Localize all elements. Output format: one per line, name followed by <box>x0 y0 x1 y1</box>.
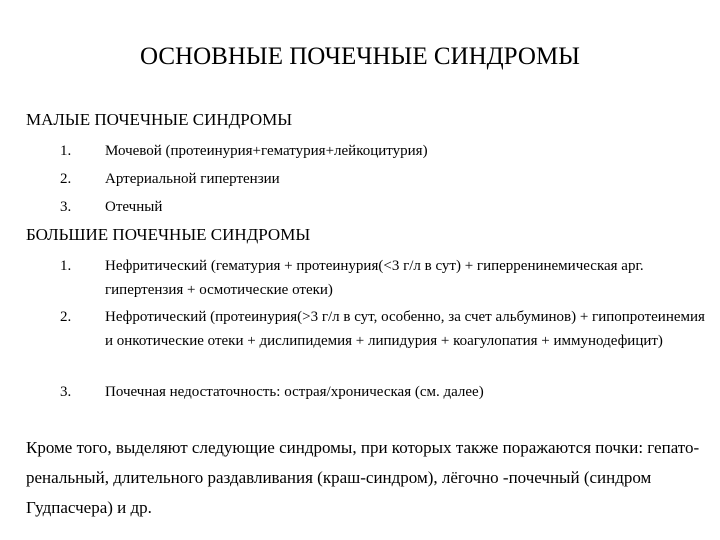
list-item-text: Артериальной гипертензии <box>105 171 280 187</box>
list-item-text: Почечная недостаточность: острая/хроническая (см. далее) <box>105 384 484 400</box>
list-item-text: Нефротический (протеинурия(>3 г/л в сут, особенно, за счет альбуминов) + гипопротеинемия и онкотические отеки + дислипидемия + липидурия + коагулопатия + иммунодефицит) <box>105 309 705 349</box>
minor-syndromes-heading: МАЛЫЕ ПОЧЕЧНЫЕ СИНДРОМЫ <box>26 110 293 129</box>
list-item-number: 2. <box>60 309 72 325</box>
list-item-text: Нефритический (гематурия + протеинурия(<3 г/л в сут) + гиперренинемическая арг. гипертензия + осмотические отеки) <box>105 258 644 298</box>
list-item-number: 3. <box>60 384 72 400</box>
list-item-text: Отечный <box>105 199 163 215</box>
list-item-number: 2. <box>60 171 72 187</box>
list-item-text: Мочевой (протеинурия+гематурия+лейкоцитурия) <box>105 143 428 159</box>
slide-title: ОСНОВНЫЕ ПОЧЕЧНЫЕ СИНДРОМЫ <box>140 43 580 70</box>
major-syndromes-heading: БОЛЬШИЕ ПОЧЕЧНЫЕ СИНДРОМЫ <box>26 225 311 244</box>
list-item-number: 1. <box>60 258 72 274</box>
list-item-number: 3. <box>60 199 72 215</box>
list-item-number: 1. <box>60 143 72 159</box>
closing-paragraph: Кроме того, выделяют следующие синдромы, при которых также поражаются почки: гепато-ренальный, длительного раздавливания (краш-синдром), лёгочно -почечный (синдром Гудпасчера) и др. <box>26 438 700 517</box>
